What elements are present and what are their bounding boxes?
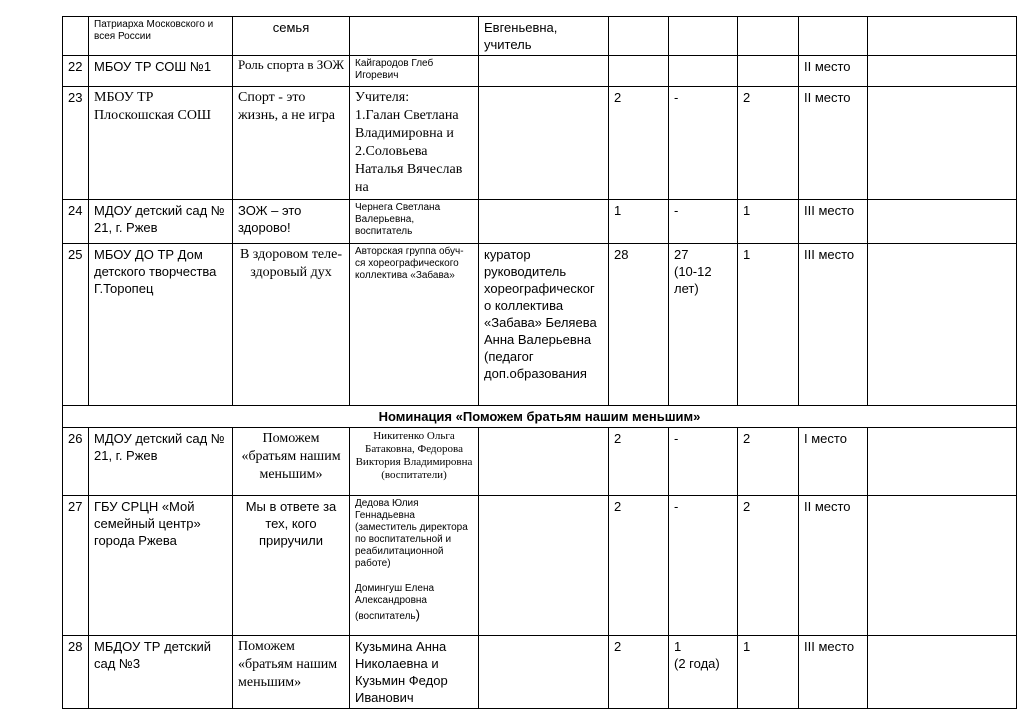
row-number: 26 <box>63 428 89 496</box>
table-row <box>63 56 1017 87</box>
participants-cell: 1 <box>609 200 669 244</box>
nomination-row <box>63 406 1017 428</box>
place-cell: III место <box>799 244 868 406</box>
empty-cell <box>868 87 1017 200</box>
row-number: 24 <box>63 200 89 244</box>
count-cell: 2 <box>738 428 799 496</box>
work-title-cell: ЗОЖ – это здорово! <box>233 200 350 244</box>
authors-cell: Кайгародов Глеб Игоревич <box>350 56 479 87</box>
institution-cell: МБОУ ТР СОШ №1 <box>89 56 233 87</box>
count-cell <box>738 17 799 56</box>
place-cell <box>799 17 868 56</box>
institution-cell: Патриарха Московского и всея России <box>89 17 233 56</box>
row-number: 25 <box>63 244 89 406</box>
participants-cell: 2 <box>609 636 669 709</box>
work-title-cell: Роль спорта в ЗОЖ <box>233 56 350 87</box>
authors-cell <box>350 496 479 636</box>
empty-cell <box>868 636 1017 709</box>
institution-cell: МБДОУ ТР детский сад №3 <box>89 636 233 709</box>
institution-cell: ГБУ СРЦН «Мой семейный центр» города Ржева <box>89 496 233 636</box>
author-name: Домингуш Елена Александровна <box>355 583 435 606</box>
authors-cell: Авторская группа обуч-ся хореографического коллектива «Забава» <box>350 244 479 406</box>
nomination-heading: Номинация «Поможем братьям нашим меньшим» <box>63 406 1017 428</box>
table-row <box>63 17 1017 56</box>
empty-cell <box>868 496 1017 636</box>
authors-cell: Кузьмина Анна Николаевна и Кузьмин Федор Иванович <box>350 636 479 709</box>
place-cell: II место <box>799 56 868 87</box>
table-row <box>63 428 1017 496</box>
supervisor-cell <box>479 200 609 244</box>
institution-cell: МБОУ ТР Плоскошская СОШ <box>89 87 233 200</box>
age-cell: 27 (10-12 лет) <box>669 244 738 406</box>
row-number: 28 <box>63 636 89 709</box>
table-row <box>63 87 1017 200</box>
work-title-cell: семья <box>233 17 350 56</box>
work-title-cell: В здоровом теле-здоровый дух <box>233 244 350 406</box>
authors-cell: Учителя: 1.Галан Светлана Владимировна и 2.Соловьева Наталья Вячеслав на <box>350 87 479 200</box>
age-cell: - <box>669 496 738 636</box>
supervisor-cell <box>479 87 609 200</box>
count-cell: 1 <box>738 636 799 709</box>
participants-cell: 28 <box>609 244 669 406</box>
authors-cell <box>350 17 479 56</box>
row-number: 23 <box>63 87 89 200</box>
work-title-cell: Спорт - это жизнь, а не игра <box>233 87 350 200</box>
work-title-cell: Поможем «братьям нашим меньшим» <box>233 428 350 496</box>
author-name: Дедова Юлия Геннадьевна (заместитель директора по воспитательной и реабилитационной работе) <box>355 498 468 569</box>
table-row <box>63 496 1017 636</box>
work-title-cell: Поможем «братьям нашим меньшим» <box>233 636 350 709</box>
count-cell: 1 <box>738 200 799 244</box>
count-cell: 2 <box>738 496 799 636</box>
empty-cell <box>868 17 1017 56</box>
empty-cell <box>868 428 1017 496</box>
participants-cell: 2 <box>609 496 669 636</box>
table-row <box>63 200 1017 244</box>
age-cell <box>669 17 738 56</box>
supervisor-cell <box>479 428 609 496</box>
age-cell: - <box>669 87 738 200</box>
results-table <box>62 16 1017 709</box>
authors-cell: Никитенко Ольга Батаковна, Федорова Виктория Владимировна (воспитатели) <box>350 428 479 496</box>
work-title-cell: Мы в ответе за тех, кого приручили <box>233 496 350 636</box>
count-cell: 2 <box>738 87 799 200</box>
empty-cell <box>868 56 1017 87</box>
participants-cell <box>609 17 669 56</box>
institution-cell: МДОУ детский сад № 21, г. Ржев <box>89 200 233 244</box>
age-cell: - <box>669 428 738 496</box>
age-cell: 1 (2 года) <box>669 636 738 709</box>
table-row <box>63 636 1017 709</box>
institution-cell: МБОУ ДО ТР Дом детского творчества Г.Торопец <box>89 244 233 406</box>
supervisor-cell <box>479 636 609 709</box>
place-cell: III место <box>799 200 868 244</box>
empty-cell <box>868 244 1017 406</box>
count-cell: 1 <box>738 244 799 406</box>
supervisor-cell: куратор руководитель хореографическог о коллектива «Забава» Беляева Анна Валерьевна (педагог доп.образования <box>479 244 609 406</box>
empty-cell <box>868 200 1017 244</box>
place-cell: II место <box>799 496 868 636</box>
participants-cell: 2 <box>609 428 669 496</box>
place-cell: III место <box>799 636 868 709</box>
participants-cell: 2 <box>609 87 669 200</box>
place-cell: I место <box>799 428 868 496</box>
count-cell <box>738 56 799 87</box>
row-number: 22 <box>63 56 89 87</box>
supervisor-cell <box>479 496 609 636</box>
row-number <box>63 17 89 56</box>
authors-cell: Чернега Светлана Валерьевна, воспитатель <box>350 200 479 244</box>
table-row <box>63 244 1017 406</box>
age-cell: - <box>669 200 738 244</box>
author-role-bracket: ) <box>415 607 420 622</box>
participants-cell <box>609 56 669 87</box>
row-number: 27 <box>63 496 89 636</box>
institution-cell: МДОУ детский сад № 21, г. Ржев <box>89 428 233 496</box>
author-role: (воспитатель <box>355 611 416 622</box>
age-cell <box>669 56 738 87</box>
supervisor-cell: Евгеньевна, учитель <box>479 17 609 56</box>
supervisor-cell <box>479 56 609 87</box>
place-cell: II место <box>799 87 868 200</box>
